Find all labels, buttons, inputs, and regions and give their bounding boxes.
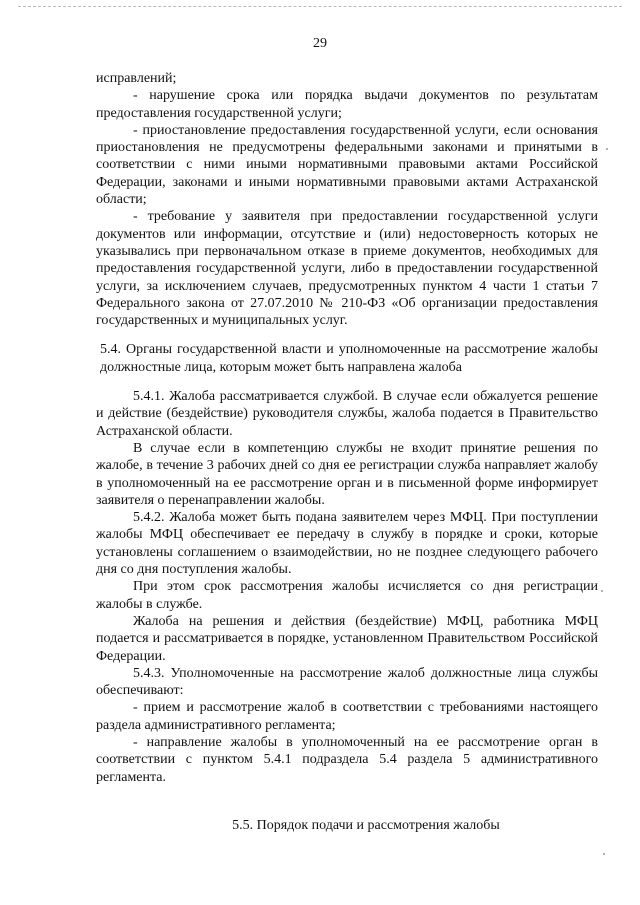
scan-speck xyxy=(603,853,605,855)
document-body xyxy=(96,70,598,834)
section-heading-5-4: 5.4. Органы государственной власти и уполномоченные на рассмотрение жалобы должностные лица, которым может быть направлена жалоба xyxy=(100,342,598,375)
paragraph-mfc-complaint: Жалоба на решения и действия (бездействие) МФЦ, работника МФЦ подается и рассматривается в порядке, установленном Правительством Российской Федерации. xyxy=(96,613,598,664)
paragraph-forwarding: - направление жалобы в уполномоченный на ее рассмотрение орган в соответствии с пунктом 5.4.1 подраздела 5.4 раздела 5 административного регламента. xyxy=(96,734,598,785)
page-number: 29 xyxy=(313,36,327,51)
paragraph-review-period: При этом срок рассмотрения жалобы исчисляется со дня регистрации жалобы в службе. xyxy=(96,579,598,612)
paragraph-suspension: - приостановление предоставления государственной услуги, если основания приостановления не предусмотрены федеральными законами и принятыми в соответствии с ними иными нормативными правовыми актами Российской Федерации, законами и иными нормативными правовыми актами Астраханской области; xyxy=(96,122,598,208)
paragraph-5-4-3: 5.4.3. Уполномоченные на рассмотрение жалоб должностные лица службы обеспечивают: xyxy=(96,665,598,699)
scan-speck xyxy=(601,590,603,592)
paragraph-competence-redirect: В случае если в компетенцию службы не входит принятие решения по жалобе, в течение 3 рабочих дней со дня ее регистрации служба направляет жалобу в уполномоченный на ее рассмотрение орган и в письменной форме информирует заявителя о перенаправлении жалобы. xyxy=(96,440,598,508)
paragraph-corrections-tail: исправлений; xyxy=(96,71,177,86)
paragraph-document-requirement: - требование у заявителя при предоставлении государственной услуги документов или информации, отсутствие и (или) недостоверность которых не указывались при первоначальном отказе в приеме документов, необходимых для предоставления государственной услуги, либо в предоставлении государственной услуги, за исключением случаев, предусмотренных пунктом 4 части 1 статьи 7 Федерального закона от 27.07.2010 № 210-ФЗ «Об организации предоставления государственных и муниципальных услуг. xyxy=(96,209,598,329)
paragraph-receipt-review: - прием и рассмотрение жалоб в соответствии с требованиями настоящего раздела административного регламента; xyxy=(96,700,598,733)
scan-edge-line xyxy=(18,6,622,7)
paragraph-deadline-violation: - нарушение срока или порядка выдачи документов по результатам предоставления государственной услуги; xyxy=(96,88,598,121)
paragraph-5-4-2: 5.4.2. Жалоба может быть подана заявителем через МФЦ. При поступлении жалобы МФЦ обеспечивает ее передачу в службу в порядке и сроки, которые установлены соглашением о взаимодействии, но не позднее следующего рабочего дня со дня поступления жалобы. xyxy=(96,510,598,578)
section-title-5-5: 5.5. Порядок подачи и рассмотрения жалобы xyxy=(232,817,500,833)
paragraph-5-4-1: 5.4.1. Жалоба рассматривается службой. В случае если обжалуется решение и действие (бездействие) руководителя службы, жалоба подается в Правительство Астраханской области. xyxy=(96,389,598,439)
scan-speck xyxy=(606,148,608,150)
